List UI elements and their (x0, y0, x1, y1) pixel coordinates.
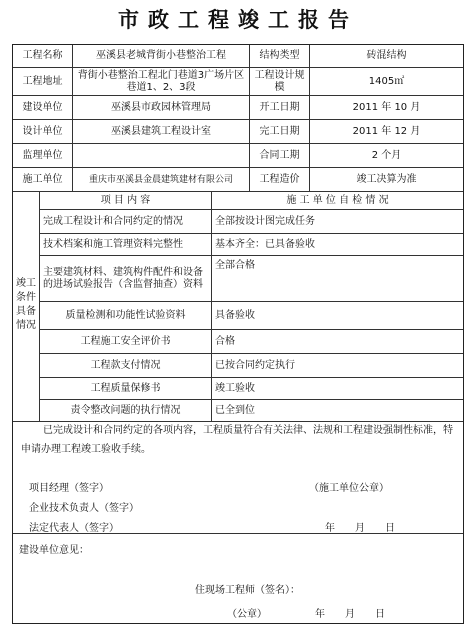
label-contract-period: 合同工期 (259, 149, 300, 161)
conditions-header-item: 项 目 内 容 (100, 194, 151, 206)
statement-text: 已完成设计和合同约定的各项内容，工程质量符合有关法律、法规和工程建设强制性标准，特申请办理工程竣工验收手续。 (21, 425, 453, 455)
condition-check: 全部按设计图完成任务 (215, 215, 315, 227)
value-designer: 巫溪县建筑工程设计室 (111, 125, 211, 137)
signature-date: 年 月 日 (325, 523, 395, 534)
condition-check: 已按合同约定执行 (215, 359, 295, 371)
value-project-cost: 竣工决算为准 (356, 173, 417, 185)
value-contract-period: 2 个月 (371, 149, 402, 161)
label-structure-type: 结构类型 (259, 50, 300, 61)
condition-item: 主要建筑材料、建筑构件配件和设备的进场试验报告（含监督抽查）资料 (43, 266, 203, 290)
condition-item: 质量检测和功能性试验资料 (65, 309, 186, 321)
site-engineer-signature: 住现场工程师（签名）： (195, 585, 300, 596)
label-designer: 设计单位 (22, 125, 63, 137)
project-manager-signature: 项目经理（签字） (29, 483, 109, 494)
condition-item: 工程质量保修书 (90, 382, 161, 394)
condition-item: 技术档案和施工管理资料完整性 (43, 238, 183, 250)
conditions-header-check: 施 工 单 位 自 检 情 况 (286, 194, 389, 206)
label-end-date: 完工日期 (259, 125, 300, 137)
owner-date: 年 月 日 (315, 609, 385, 620)
condition-item: 责令整改问题的执行情况 (70, 404, 181, 416)
value-builder: 巫溪县市政园林管理局 (111, 101, 211, 113)
report-title: 市政工程竣工报告 (118, 7, 358, 32)
label-constructor: 施工单位 (22, 173, 63, 185)
value-start-date: 2011 年 10 月 (352, 101, 421, 113)
report-form (12, 44, 464, 624)
condition-check: 竣工验收 (215, 382, 255, 394)
condition-check: 合格 (215, 335, 235, 347)
value-constructor: 重庆市巫溪县金晨建筑建材有限公司 (88, 174, 233, 185)
tech-lead-signature: 企业技术负责人（签字） (29, 503, 139, 514)
value-project-name: 巫溪县老城背街小巷整治工程 (96, 50, 226, 61)
value-supervisor (73, 144, 249, 167)
label-supervisor: 监理单位 (22, 149, 63, 161)
completion-statement (21, 421, 453, 459)
owner-opinion-label: 建设单位意见： (19, 545, 89, 556)
conditions-side-label: 竣工条件具备情况 (16, 278, 36, 331)
condition-item: 完成工程设计和合同约定的情况 (43, 215, 183, 227)
value-design-scale: 1405㎡ (368, 75, 405, 87)
label-start-date: 开工日期 (259, 101, 300, 113)
condition-check: 基本齐全：已具备验收 (215, 238, 315, 250)
label-project-cost: 工程造价 (259, 173, 300, 185)
condition-item: 工程施工安全评价书 (80, 335, 171, 347)
constructor-seal: （施工单位公章） (309, 483, 389, 494)
condition-check: 全部合格 (215, 260, 255, 271)
condition-check: 已全到位 (215, 404, 255, 416)
owner-seal: （公章） (227, 609, 267, 620)
label-builder: 建设单位 (22, 101, 63, 113)
condition-check: 具备验收 (215, 309, 255, 321)
value-structure-type: 砖混结构 (366, 50, 407, 61)
label-project-address: 工程地址 (22, 75, 63, 87)
value-project-address: 背街小巷整治工程北门巷道3广场片区巷道1、2、3段 (77, 69, 245, 93)
label-project-name: 工程名称 (22, 50, 63, 61)
legal-rep-signature: 法定代表人（签字） (29, 523, 119, 534)
label-design-scale: 工程设计规模 (254, 69, 305, 93)
condition-item: 工程款支付情况 (90, 359, 161, 371)
value-end-date: 2011 年 12 月 (352, 125, 421, 137)
